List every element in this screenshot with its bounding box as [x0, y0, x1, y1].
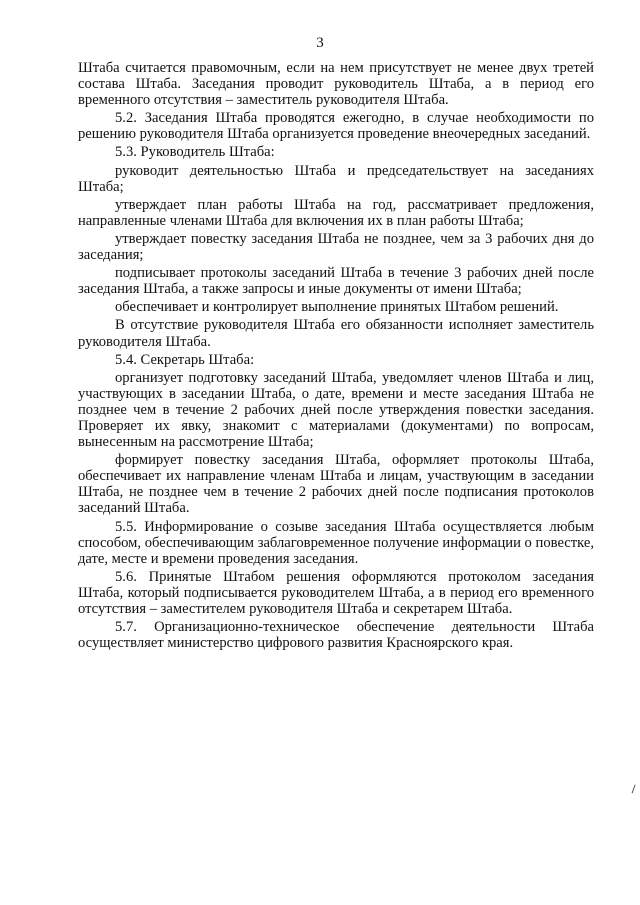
paragraph-deputy: В отсутствие руководителя Штаба его обязанности исполняет заместитель руководителя Штаба.: [78, 317, 594, 350]
paragraph-secretary-duty-2: формирует повестку заседания Штаба, оформляет протоколы Штаба, обеспечивает их направление членам Штаба и лицам, участвующим в заседании Штаба, не позднее чем в течение 2 рабочих дней после подписания протоколов заседаний Штаба.: [78, 452, 594, 517]
paragraph-5-6: 5.6. Принятые Штабом решения оформляются протоколом заседания Штаба, который подписывается руководителем Штаба, а в период его временного отсутствия – заместителем руководителя Штаба и секретарем Штаба.: [78, 568, 594, 617]
paragraph-5-3-heading: 5.3. Руководитель Штаба:: [115, 144, 275, 161]
paragraph-5-7: 5.7. Организационно-техническое обеспечение деятельности Штаба осуществляет министерство цифрового развития Красноярского края.: [78, 619, 594, 652]
paragraph-quorum: Штаба считается правомочным, если на нем присутствует не менее двух третей состава Штаба. Заседания проводит руководитель Штаба, а в период его временного отсутствия – заместитель руководителя Штаба.: [78, 60, 594, 109]
paragraph-5-5: 5.5. Информирование о созыве заседания Штаба осуществляется любым способом, обеспечивающим заблаговременное получение информации о повестке, дате, месте и времени проведения заседания.: [78, 518, 594, 567]
paragraph-head-duty-3: утверждает повестку заседания Штаба не позднее, чем за 3 рабочих дня до заседания;: [78, 230, 594, 264]
paragraph-5-2: 5.2. Заседания Штаба проводятся ежегодно, в случае необходимости по решению руководителя Штаба организуется проведение внеочередных заседаний.: [78, 110, 594, 143]
paragraph-secretary-duty-1: организует подготовку заседаний Штаба, уведомляет членов Штаба и лиц, участвующих в заседании Штаба, о дате, времени и месте заседания Штаба не позднее чем в течение 2 рабочих дней после утверждения повестки заседания. Проверяет их явку, знакомит с материалами (документами) по вопросам, вынесенным на рассмотрение Штаба;: [78, 369, 594, 451]
scan-mark: [632, 785, 639, 795]
paragraph-head-duty-5: обеспечивает и контролирует выполнение принятых Штабом решений.: [115, 299, 559, 316]
paragraph-head-duty-4: подписывает протоколы заседаний Штаба в течение 3 рабочих дней после заседания Штаба, а также запросы и иные документы от имени Штаба;: [78, 265, 594, 298]
paragraph-head-duty-1: руководит деятельностью Штаба и председательствует на заседаниях Штаба;: [78, 162, 594, 195]
page-number: 3: [316, 35, 324, 51]
paragraph-5-4-heading: 5.4. Секретарь Штаба:: [115, 351, 255, 368]
document-body: [78, 60, 594, 653]
paragraph-head-duty-2: утверждает план работы Штаба на год, рассматривает предложения, направленные членами Штаба для включения их в план работы Штаба;: [78, 196, 594, 229]
